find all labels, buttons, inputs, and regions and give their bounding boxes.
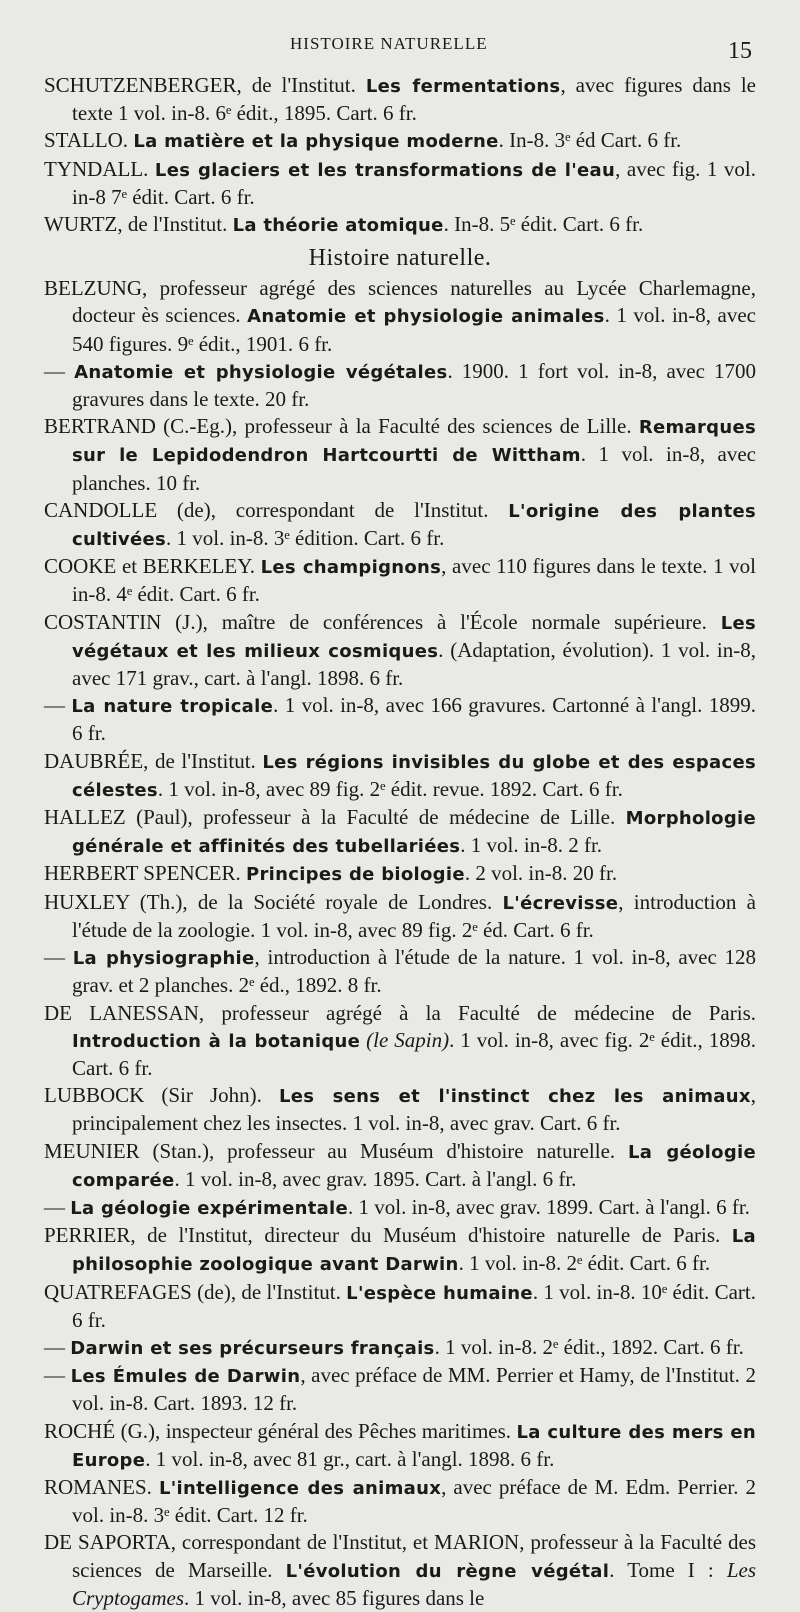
catalog-entry: QUATREFAGES (de), de l'Institut. L'espèce humaine. 1 vol. in-8. 10ᵉ édit. Cart. 6 fr. bbox=[44, 1279, 756, 1332]
catalog-entry: LUBBOCK (Sir John). Les sens et l'instinct chez les animaux, principalement chez les insectes. 1 vol. in-8, avec grav. Cart. 6 fr. bbox=[44, 1083, 756, 1136]
catalog-entry: COSTANTIN (J.), maître de conférences à l'École normale supérieure. Les végétaux et les milieux cosmiques. (Adaptation, évolution). 1 vol. in-8, avec 171 grav., cart. à l'angl. 1898. 6 fr. bbox=[44, 609, 756, 691]
catalog-entry: — Darwin et ses précurseurs français. 1 vol. in-8. 2ᵉ édit., 1892. Cart. 6 fr. bbox=[44, 1334, 744, 1359]
section-heading: Histoire naturelle. bbox=[308, 245, 492, 272]
catalog-entry: — La géologie expérimentale. 1 vol. in-8, avec grav. 1899. Cart. à l'angl. 6 fr. bbox=[44, 1194, 750, 1219]
catalog-entry: PERRIER, de l'Institut, directeur du Muséum d'histoire naturelle de Paris. La philosophie zoologique avant Darwin. 1 vol. in-8. 2ᵉ édit. Cart. 6 fr. bbox=[44, 1223, 756, 1276]
catalog-entry: — La nature tropicale. 1 vol. in-8, avec 166 gravures. Cartonné à l'angl. 1899. 6 fr. bbox=[44, 693, 756, 746]
catalog-entry: ROCHÉ (G.), inspecteur général des Pêches maritimes. La culture des mers en Europe. 1 vol. in-8, avec 81 gr., cart. à l'angl. 1898. 6 fr. bbox=[44, 1418, 757, 1471]
catalog-entry: HUXLEY (Th.), de la Société royale de Londres. L'écrevisse, introduction à l'étude de la zoologie. 1 vol. in-8, avec 89 fig. 2ᵉ éd. Cart. 6 fr. bbox=[44, 889, 756, 942]
catalog-entry: DE SAPORTA, correspondant de l'Institut, et MARION, professeur à la Faculté des sciences de Marseille. L'évolution du règne végétal. Tome I : Les Cryptogames. 1 vol. in-8, avec 85 figures dans le bbox=[44, 1530, 757, 1610]
catalog-entry: — Les Émules de Darwin, avec préface de MM. Perrier et Hamy, de l'Institut. 2 vol. in-8. Cart. 1893. 12 fr. bbox=[44, 1363, 756, 1416]
catalog-listing bbox=[44, 72, 756, 1612]
page-number: 15 bbox=[728, 38, 752, 64]
catalog-entry: BELZUNG, professeur agrégé des sciences naturelles au Lycée Charlemagne, docteur ès sciences. Anatomie et physiologie animales. 1 vol. in-8, avec 540 figures. 9ᵉ édit., 1901. 6 fr. bbox=[44, 276, 756, 356]
catalog-entry: DAUBRÉE, de l'Institut. Les régions invisibles du globe et des espaces célestes. 1 vol. in-8, avec 89 fig. 2ᵉ édit. revue. 1892. Cart. 6 fr. bbox=[44, 748, 756, 801]
catalog-entry: DE LANESSAN, professeur agrégé à la Faculté de médecine de Paris. Introduction à la botanique (le Sapin). 1 vol. in-8, avec fig. 2ᵉ édit., 1898. Cart. 6 fr. bbox=[44, 1000, 756, 1080]
catalog-entry: STALLO. La matière et la physique moderne. In-8. 3ᵉ éd Cart. 6 fr. bbox=[44, 128, 682, 153]
page-header bbox=[0, 34, 800, 74]
catalog-entry: ROMANES. L'intelligence des animaux, avec préface de M. Edm. Perrier. 2 vol. in-8. 3ᵉ édit. Cart. 12 fr. bbox=[44, 1474, 757, 1528]
catalog-entry: — Anatomie et physiologie végétales. 1900. 1 fort vol. in-8, avec 1700 gravures dans le texte. 20 fr. bbox=[44, 358, 757, 412]
catalog-entry: BERTRAND (C.-Eg.), professeur à la Faculté des sciences de Lille. Remarques sur le Lepidodendron Hartcourtti de Wittham. 1 vol. in-8, avec planches. 10 fr. bbox=[44, 414, 756, 495]
catalog-entry: HALLEZ (Paul), professeur à la Faculté de médecine de Lille. Morphologie générale et affinités des tubellariées. 1 vol. in-8. 2 fr. bbox=[44, 805, 756, 858]
catalog-entry: — La physiographie, introduction à l'étude de la nature. 1 vol. in-8, avec 128 grav. et 2 planches. 2ᵉ éd., 1892. 8 fr. bbox=[44, 945, 756, 998]
catalog-entry: WURTZ, de l'Institut. La théorie atomique. In-8. 5ᵉ édit. Cart. 6 fr. bbox=[44, 212, 644, 237]
catalog-entry: MEUNIER (Stan.), professeur au Muséum d'histoire naturelle. La géologie comparée. 1 vol. in-8, avec grav. 1895. Cart. à l'angl. 6 fr. bbox=[44, 1138, 756, 1191]
catalog-entry: CANDOLLE (de), correspondant de l'Institut. L'origine des plantes cultivées. 1 vol. in-8. 3ᵉ édition. Cart. 6 fr. bbox=[44, 497, 756, 551]
catalog-entry: SCHUTZENBERGER, de l'Institut. Les fermentations, avec figures dans le texte 1 vol. in-8. 6ᵉ édit., 1895. Cart. 6 fr. bbox=[44, 73, 756, 126]
running-title: HISTOIRE NATURELLE bbox=[290, 34, 488, 53]
catalog-entry: TYNDALL. Les glaciers et les transformations de l'eau, avec fig. 1 vol. in-8 7ᵉ édit. Cart. 6 fr. bbox=[44, 156, 757, 209]
catalog-entry: HERBERT SPENCER. Principes de biologie. 2 vol. in-8. 20 fr. bbox=[44, 861, 618, 886]
catalog-entry: COOKE et BERKELEY. Les champignons, avec 110 figures dans le texte. 1 vol in-8. 4ᵉ édit. Cart. 6 fr. bbox=[44, 554, 757, 607]
